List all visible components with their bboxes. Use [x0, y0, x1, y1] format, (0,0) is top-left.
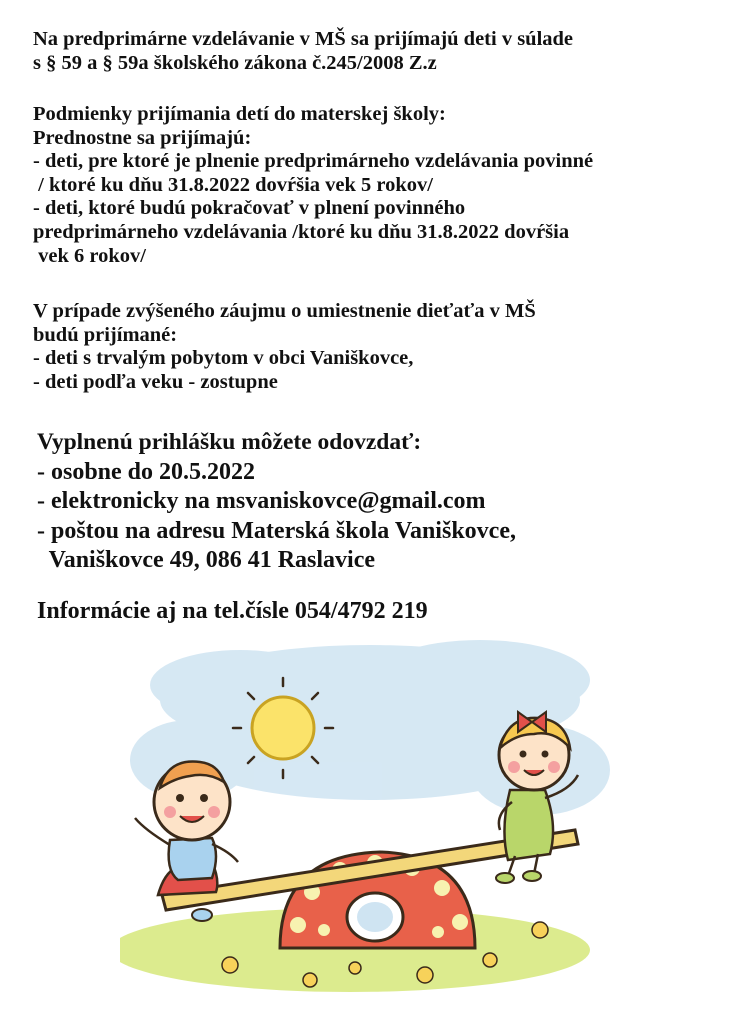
submission-address-line: Vaniškovce 49, 086 41 Raslavice	[37, 547, 376, 573]
conditions-subheading: Prednostne sa prijímajú:	[33, 126, 252, 149]
intro-line: Na predprimárne vzdelávanie v MŠ sa prijímajú deti v súlade	[33, 28, 574, 50]
conditions-line: - deti, pre ktoré je plnenie predprimárneho vzdelávania povinné	[33, 150, 594, 173]
interest-line: budú prijímané:	[33, 323, 178, 346]
conditions-line: predprimárneho vzdelávania /ktoré ku dňu 31.8.2022 dovŕšia	[33, 220, 570, 243]
submission-line: - osobne do 20.5.2022	[37, 458, 256, 485]
conditions-line: vek 6 rokov/	[33, 244, 146, 267]
submission-line: - poštou na adresu Materská škola Vaniškovce,	[37, 517, 516, 544]
contact-info	[37, 597, 727, 627]
interest-line: - deti podľa veku - zostupne	[33, 370, 278, 393]
increased-interest-paragraph	[33, 300, 723, 394]
submission-info	[37, 428, 727, 576]
interest-line: V prípade zvýšeného záujmu o umiestnenie dieťaťa v MŠ	[33, 300, 536, 322]
conditions-line: - deti, ktoré budú pokračovať v plnení povinného	[33, 197, 466, 220]
intro-paragraph	[33, 28, 723, 75]
conditions-heading: Podmienky prijímania detí do materskej školy:	[33, 103, 446, 125]
interest-line: - deti s trvalým pobytom v obci Vaniškovce,	[33, 347, 414, 370]
intro-line: s § 59 a § 59a školského zákona č.245/2008 Z.z	[33, 51, 437, 74]
conditions-line: / ktoré ku dňu 31.8.2022 dovŕšia vek 5 rokov/	[33, 173, 434, 196]
contact-phone-line: Informácie aj na tel.čísle 054/4792 219	[37, 598, 428, 624]
admission-conditions	[33, 103, 723, 268]
children-seesaw-illustration	[120, 630, 620, 1010]
submission-heading: Vyplnenú prihlášku môžete odovzdať:	[37, 429, 422, 455]
submission-email-line: - elektronicky na msvaniskovce@gmail.com	[37, 488, 486, 514]
